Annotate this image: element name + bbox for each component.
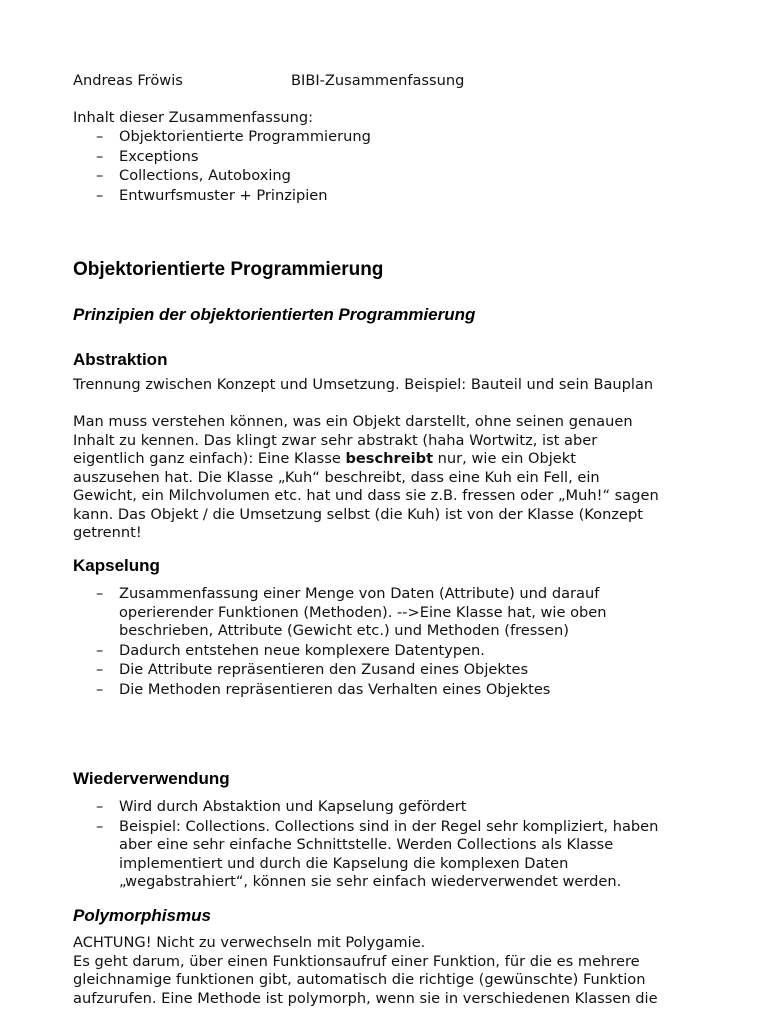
wiederverwendung-heading: Wiederverwendung — [73, 769, 230, 788]
toc-item: – Collections, Autoboxing — [96, 167, 291, 184]
wiederverwendung-list — [73, 798, 713, 892]
toc-intro: Inhalt dieser Zusammenfassung: — [73, 109, 314, 126]
list-item: – Dadurch entstehen neue komplexere Datentypen. — [96, 641, 485, 659]
list-item: – Wird durch Abstaktion und Kapselung gefördert — [96, 798, 467, 815]
toc-item: – Exceptions — [96, 147, 199, 165]
achtung-label: ACHTUNG — [73, 934, 146, 951]
abstraktion-heading: Abstraktion — [73, 350, 168, 369]
kapselung-heading: Kapselung — [73, 556, 160, 575]
bullet-dash: – — [96, 798, 104, 815]
section-subheading: Prinzipien der objektorientierten Programmierung — [73, 305, 476, 324]
bullet-dash: – — [96, 186, 104, 204]
bullet-dash: – — [96, 817, 104, 835]
toc-item: – Entwurfsmuster + Prinzipien — [96, 186, 328, 204]
bullet-dash: – — [96, 661, 104, 678]
polymorphismus-heading: Polymorphismus — [73, 906, 211, 925]
kapselung-list — [73, 585, 713, 699]
polymorphismus-paragraph: ACHTUNG! Nicht zu verwechseln mit Polygamie. Es geht darum, über einen Funktionsaufruf einer Funktion, für die es mehrere gleichnamige funktionen gibt, automatisch die richtige (gewünschte) Funktion aufzurufen. Eine Methode ist polymorph, wenn sie in verschiedenen Klassen die — [73, 934, 658, 1007]
bullet-dash: – — [96, 147, 104, 165]
document-header — [73, 72, 713, 92]
document-title: BIBI-Zusammenfassung — [291, 72, 465, 89]
emphasis-text: beschreibt — [345, 450, 434, 467]
bullet-dash: – — [96, 641, 104, 659]
list-item: – Zusammenfassung einer Menge von Daten (Attribute) und darauf operierender Funktionen (Methoden). -->Eine Klasse hat, wie oben beschrieben, Attribute (Gewicht etc.) und Methoden (fressen) — [96, 585, 607, 639]
abstraktion-paragraph: Man muss verstehen können, was ein Objekt darstellt, ohne seinen genauen Inhalt zu kennen. Das klingt zwar sehr abstrakt (haha Wortwitz, ist aber eigentlich ganz einfach): Eine Klasse beschreibt nur, wie ein Objekt auszusehen hat. Die Klasse „Kuh“ beschreibt, dass eine Kuh ein Fell, ein Gewicht, ein Milchvolumen etc. hat und dass sie z.B. fressen oder „Muh!“ sagen kann. Das Objekt / die Umsetzung selbst (die Kuh) ist von der Klasse (Konzept getrennt! — [73, 413, 659, 541]
bullet-dash: – — [96, 680, 104, 698]
bullet-dash: – — [96, 128, 104, 145]
abstraktion-summary: Trennung zwischen Konzept und Umsetzung. Beispiel: Bauteil und sein Bauplan — [73, 376, 654, 393]
author-name: Andreas Fröwis — [73, 72, 183, 89]
bullet-dash: – — [96, 585, 104, 602]
list-item: – Beispiel: Collections. Collections sind in der Regel sehr kompliziert, haben aber eine sehr einfache Schnittstelle. Werden Collections als Klasse implementiert und durch die Kapselung die komplexen Daten „wegabstrahiert“, können sie sehr einfach wiederverwendet werden. — [96, 817, 659, 890]
list-item: – Die Methoden repräsentieren das Verhalten eines Objektes — [96, 680, 551, 698]
toc-item: – Objektorientierte Programmierung — [96, 128, 371, 145]
bullet-dash: – — [96, 167, 104, 184]
toc-list — [73, 128, 713, 205]
list-item: – Die Attribute repräsentieren den Zusand eines Objektes — [96, 661, 529, 678]
section-heading: Objektorientierte Programmierung — [73, 259, 384, 280]
